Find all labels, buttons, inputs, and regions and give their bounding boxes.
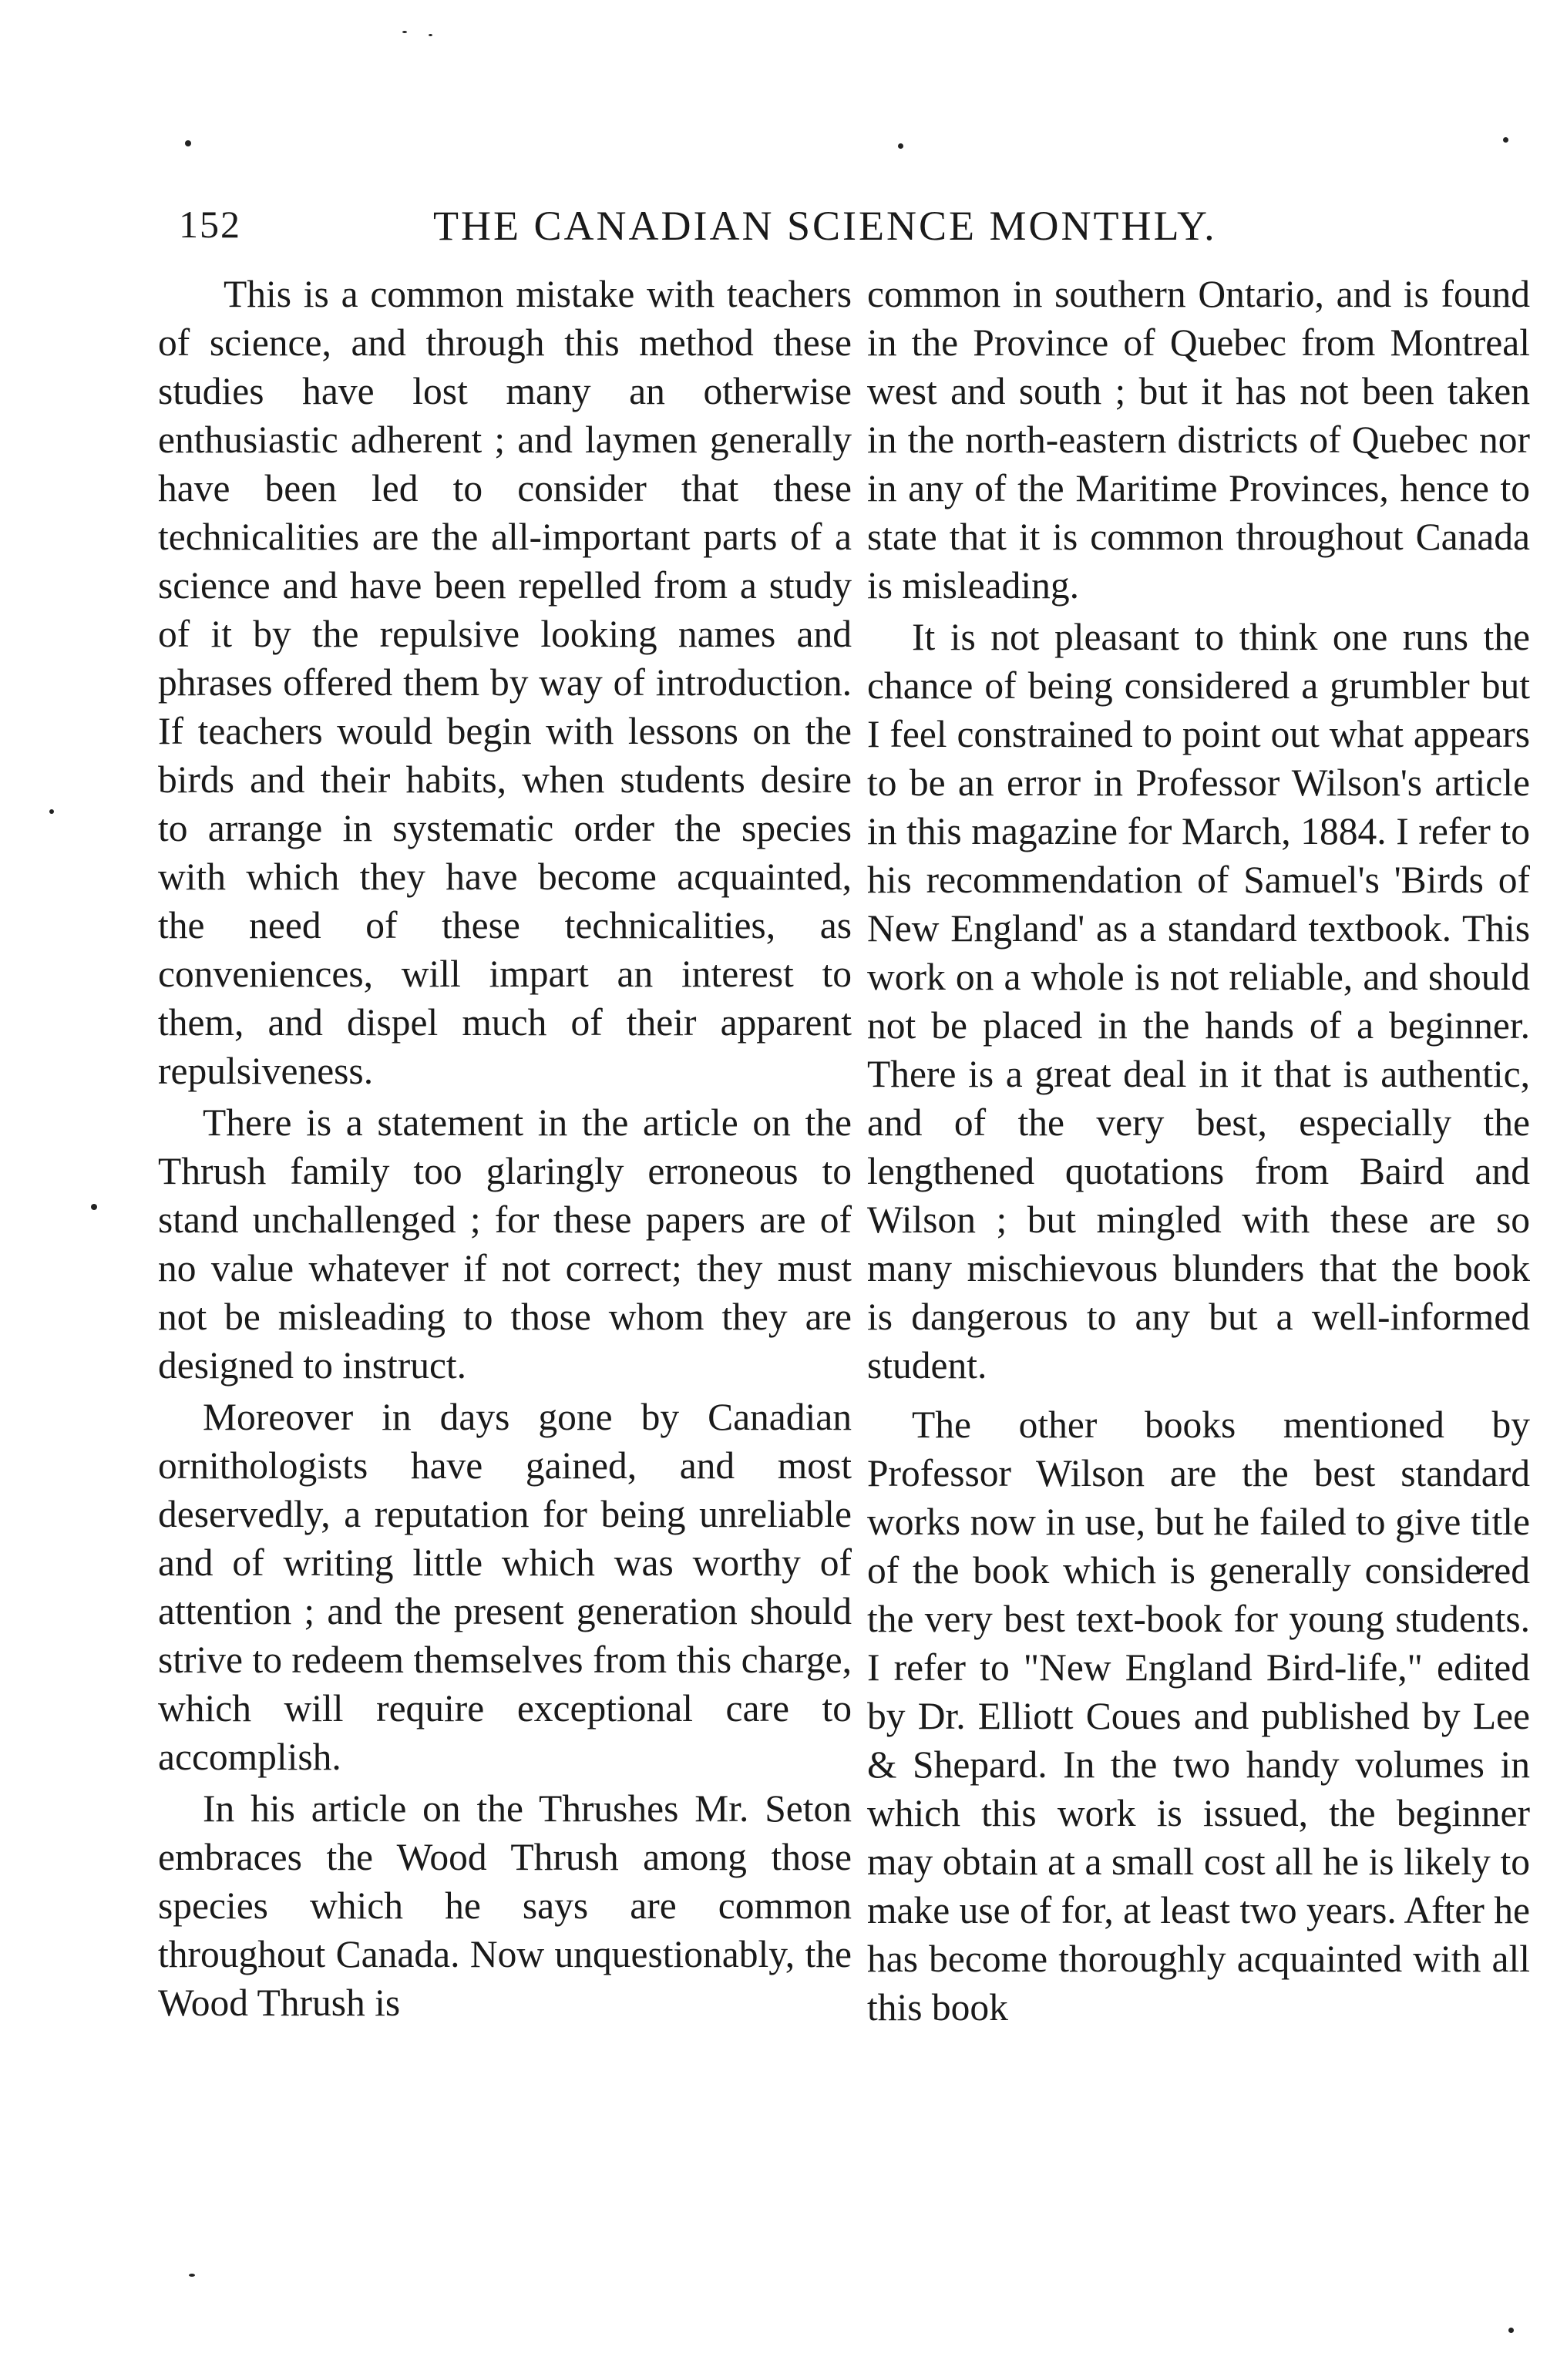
paragraph: Moreover in days gone by Canadian ornithologists have gained, and most deservedly, a reputation for being unreliable and of writing little which was worthy of attention ; and the present generation should strive to redeem themselves from this charge, which will require exceptional care to accomplish. (158, 1396, 852, 1778)
page-number: 152 (179, 203, 241, 246)
left-column (158, 270, 852, 2030)
right-column (867, 270, 1530, 2035)
scan-speck (1508, 2328, 1514, 2333)
scan-speck (402, 31, 407, 33)
paragraph: common in southern Ontario, and is found in the Province of Quebec from Montreal west and south ; but it has not been taken in the north-eastern districts of Quebec nor in any of the Maritime Provinces, hence to state that it is common throughout Canada is misleading. (867, 273, 1530, 607)
scan-speck (429, 34, 432, 36)
scan-speck (185, 140, 191, 146)
running-title: THE CANADIAN SCIENCE MONTHLY. (433, 203, 1217, 249)
scan-speck (189, 2274, 195, 2277)
paragraph: This is a common mistake with teachers of science, and through this method these studies have lost many an otherwise enthusiastic adherent ; and laymen generally have been led to consider that these technicalities are the all-important parts of a science and have been repelled from a study of it by the repulsive looking names and phrases offered them by way of introduction. If teachers would begin with lessons on the birds and their habits, when students desire to arrange in systematic order the species with which they have become acquainted, the need of these technicalities, as conveniences, will impart an interest to them, and dispel much of their apparent repulsiveness. (158, 273, 852, 1092)
scan-speck (49, 809, 54, 814)
paragraph: It is not pleasant to think one runs the chance of being considered a grumbler but I feel constrained to point out what appears to be an error in Professor Wilson's article in this magazine for March, 1884. I refer to his recommendation of Samuel's 'Birds of New England' as a standard textbook. This work on a whole is not reliable, and should not be placed in the hands of a beginner. There is a great deal in it that is authentic, and of the very best, especially the lengthened quotations from Baird and Wilson ; but mingled with these are so many mischievous blunders that the book is dangerous to any but a well-informed student. (867, 616, 1530, 1387)
scan-speck (898, 143, 903, 149)
paragraph: In his article on the Thrushes Mr. Seton embraces the Wood Thrush among those species which he says are common throughout Canada. Now unquestionably, the Wood Thrush is (158, 1787, 852, 2024)
paragraph: There is a statement in the article on the Thrush family too glaringly erroneous to stand unchallenged ; for these papers are of no value whatever if not correct; they must not be misleading to those whom they are designed to instruct. (158, 1101, 852, 1387)
scan-speck (1503, 137, 1508, 143)
page-header (179, 202, 1281, 256)
paragraph: The other books mentioned by Professor Wilson are the best standard works now in use, but he failed to give title of the book which is generally considered the very best text-book for young students. I refer to "New England Bird-life," edited by Dr. Elliott Coues and published by Lee & Shepard. In the two handy volumes in which this work is issued, the beginner may obtain at a small cost all he is likely to make use of for, at least two years. After he has become thoroughly acquainted with all this book (867, 1403, 1530, 2029)
scan-speck (91, 1204, 97, 1210)
